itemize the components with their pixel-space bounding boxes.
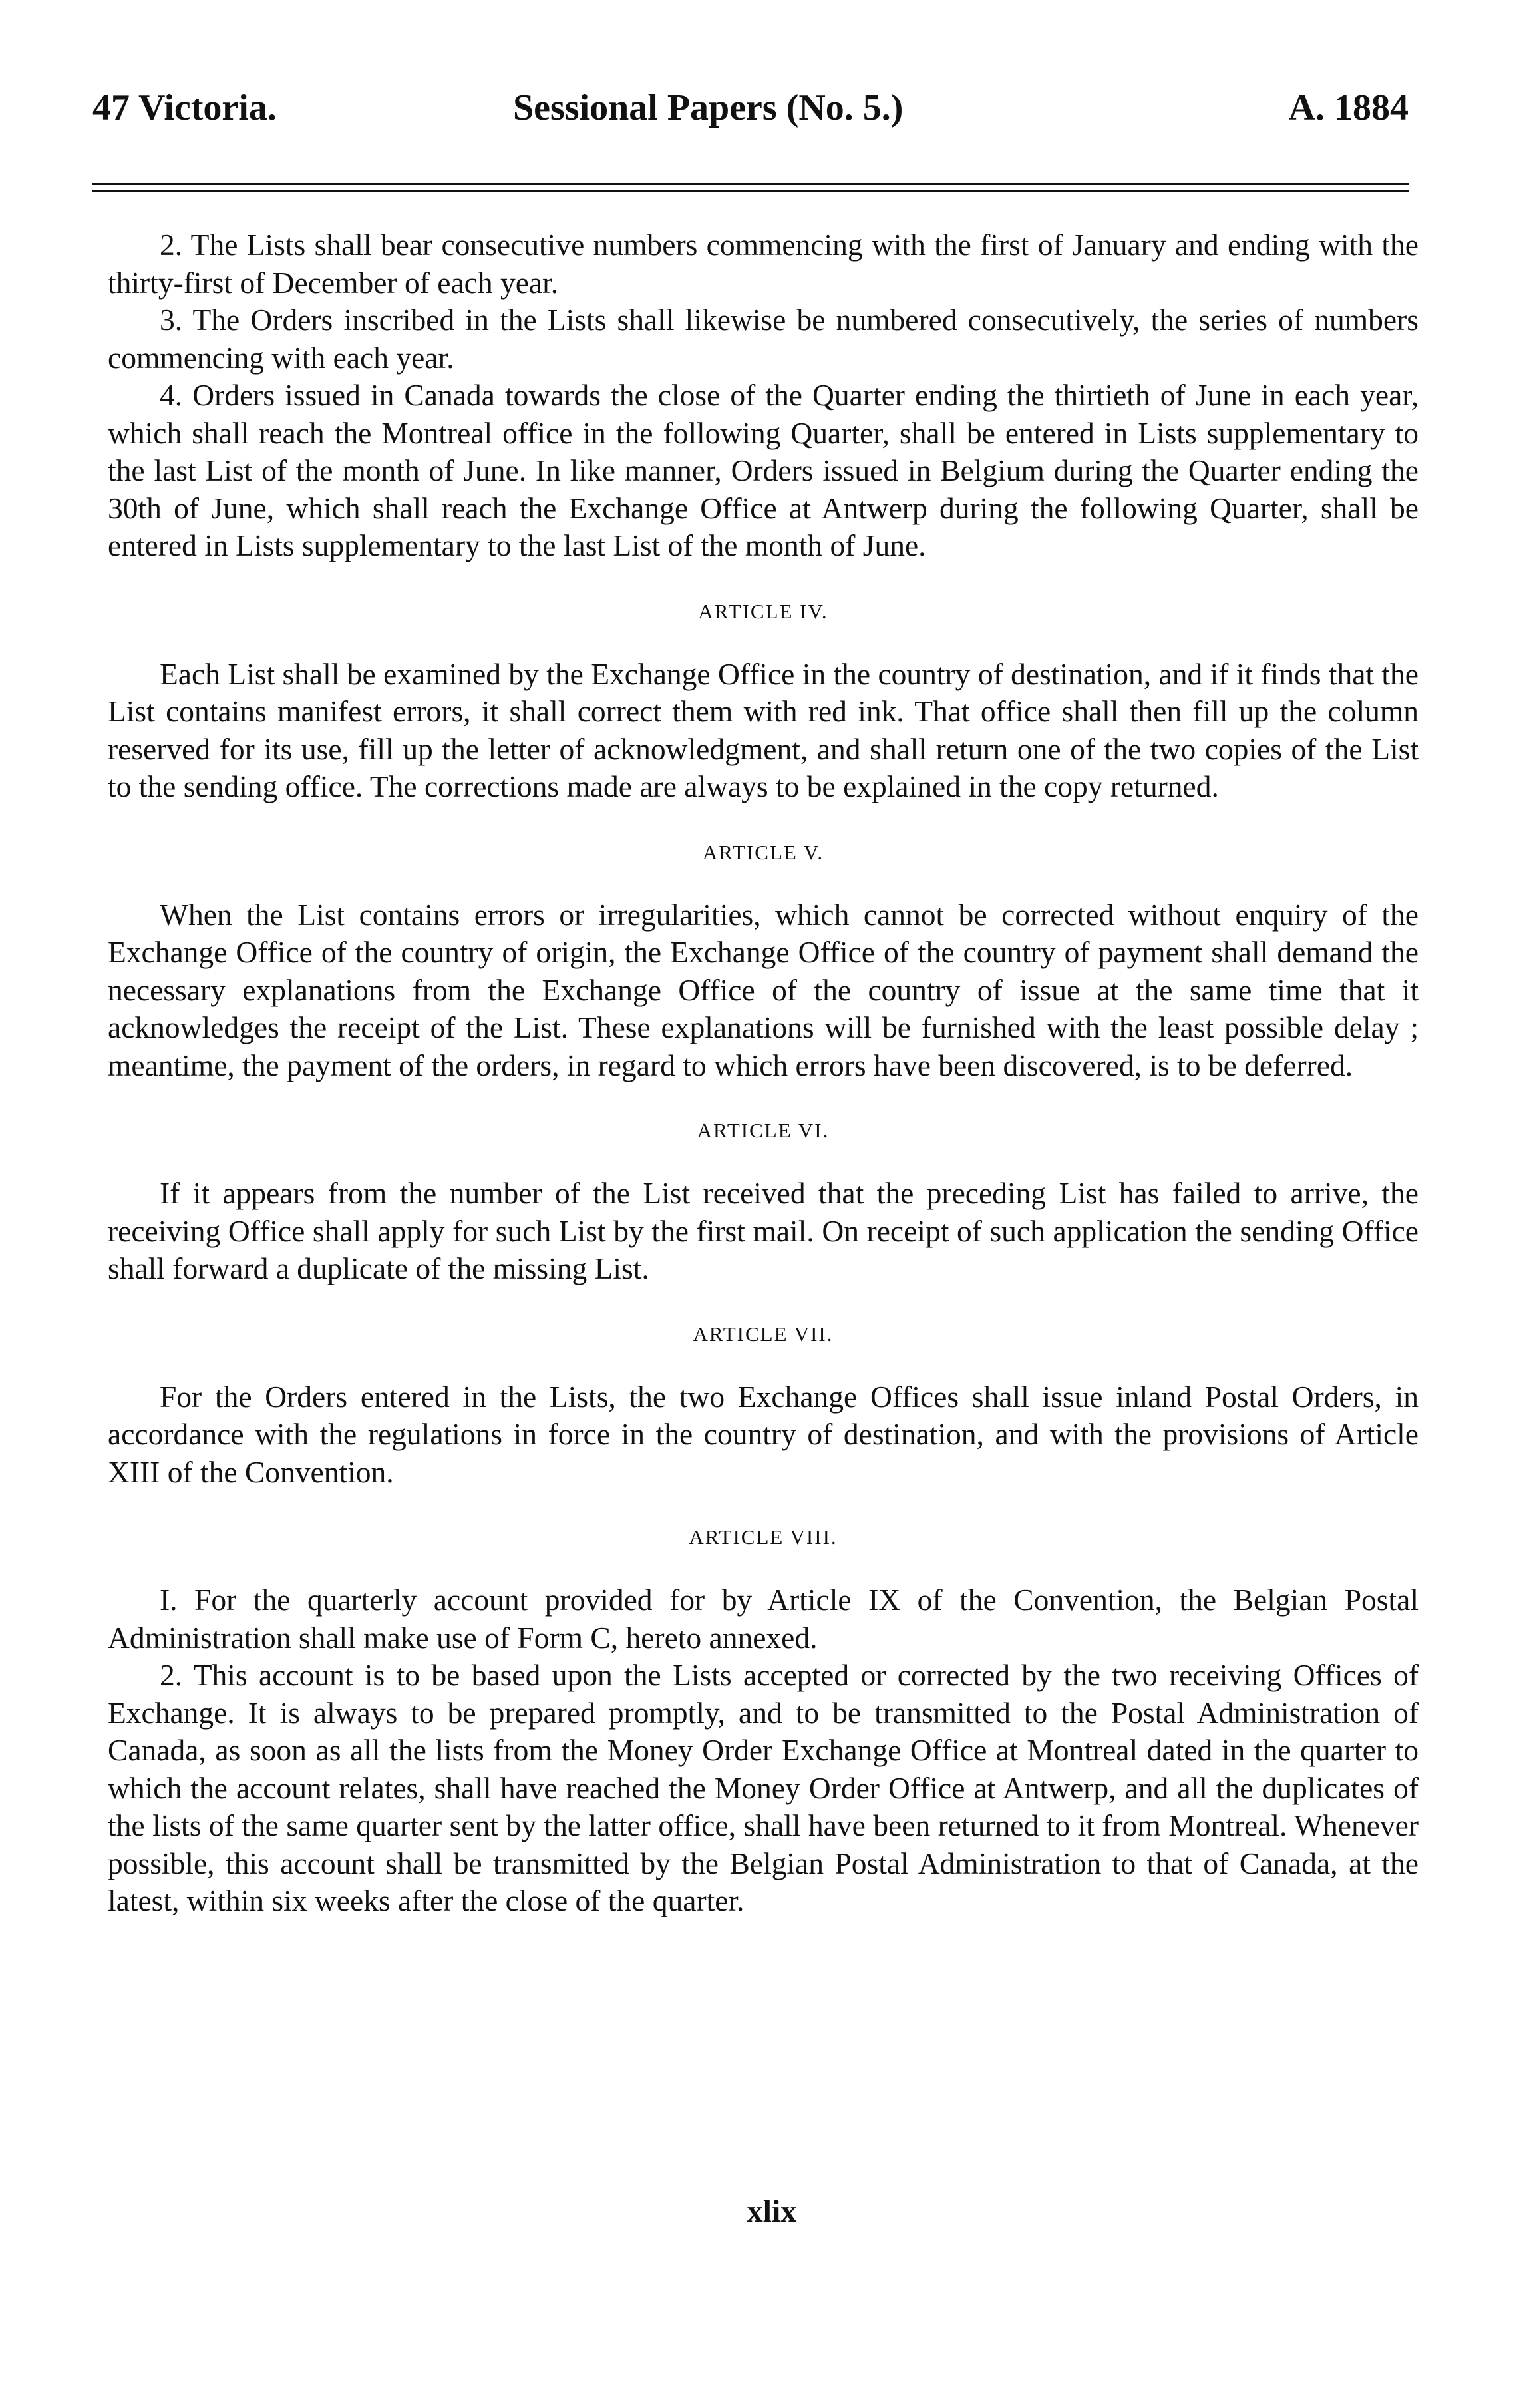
- article-viii-paragraph-1: I. For the quarterly account provided for by Article IX of the Convention, the Belgian Postal Administration shall make use of Form C, hereto annexed.: [108, 1583, 1419, 1655]
- article-viii-heading: ARTICLE VIII.: [689, 1525, 838, 1549]
- article-vii-paragraph: For the Orders entered in the Lists, the two Exchange Offices shall issue inland Postal Orders, in accordance with the regulations in force in the country of destination, and with the provisions of Article XIII of the Convention.: [108, 1379, 1419, 1489]
- article-v-heading: ARTICLE V.: [702, 840, 824, 864]
- header-volume: 47 Victoria.: [92, 87, 277, 128]
- article-vi-paragraph: If it appears from the number of the List received that the preceding List has failed to arrive, the receiving Office shall apply for such List by the first mail. On receipt of such application the sending Office shall forward a duplicate of the missing List.: [108, 1176, 1419, 1285]
- article-vii-heading: ARTICLE VII.: [693, 1322, 834, 1346]
- header-title: Sessional Papers (No. 5.): [513, 87, 904, 128]
- article-iv-heading: ARTICLE IV.: [698, 599, 828, 623]
- article-vi-heading: ARTICLE VI.: [697, 1119, 830, 1142]
- body-text: [108, 226, 1419, 1920]
- article-v-paragraph: When the List contains errors or irregularities, which cannot be corrected without enquiry of the Exchange Office of the country of origin, the Exchange Office of the country of payment shall demand the necessary explanations from the Exchange Office of the country of issue at the same time that it acknowledges the receipt of the List. These explanations will be furnished with the least possible delay ; meantime, the payment of the orders, in regard to which errors have been discovered, is to be deferred.: [108, 897, 1419, 1082]
- paragraph-3: 3. The Orders inscribed in the Lists shall likewise be numbered consecutively, the series of numbers commencing with each year.: [108, 303, 1419, 375]
- header-rule-thin: [92, 183, 1409, 185]
- paragraph-4: 4. Orders issued in Canada towards the close of the Quarter ending the thirtieth of June in each year, which shall reach the Montreal office in the following Quarter, shall be entered in Lists supplementary to the last List of the month of June. In like manner, Orders issued in Belgium during the Quarter ending the 30th of June, which shall reach the Exchange Office at Antwerp during the following Quarter, shall be entered in Lists supplementary to the last List of the month of June.: [108, 378, 1419, 562]
- article-viii-paragraph-2: 2. This account is to be based upon the Lists accepted or corrected by the two receiving Offices of Exchange. It is always to be prepared promptly, and to be transmitted to the Postal Administration of Canada, as soon as all the lists from the Money Order Exchange Office at Montreal dated in the quarter to which the account relates, shall have reached the Money Order Office at Antwerp, and all the duplicates of the lists of the same quarter sent by the latter office, shall have been returned to it from Montreal. Whenever possible, this account shall be transmitted by the Belgian Postal Administration to that of Canada, at the latest, within six weeks after the close of the quarter.: [108, 1658, 1419, 1917]
- header-year: A. 1884: [1288, 87, 1409, 128]
- running-header: [92, 87, 1409, 140]
- page-number: xlix: [747, 2194, 797, 2229]
- header-rule-thick: [92, 190, 1409, 192]
- paragraph-2: 2. The Lists shall bear consecutive numbers commencing with the first of January and ending with the thirty-first of December of each year.: [108, 228, 1419, 300]
- article-iv-paragraph: Each List shall be examined by the Exchange Office in the country of destination, and if it finds that the List contains manifest errors, it shall correct them with red ink. That office shall then fill up the column reserved for its use, fill up the letter of acknowledgment, and shall return one of the two copies of the List to the sending office. The corrections made are always to be explained in the copy returned.: [108, 656, 1419, 803]
